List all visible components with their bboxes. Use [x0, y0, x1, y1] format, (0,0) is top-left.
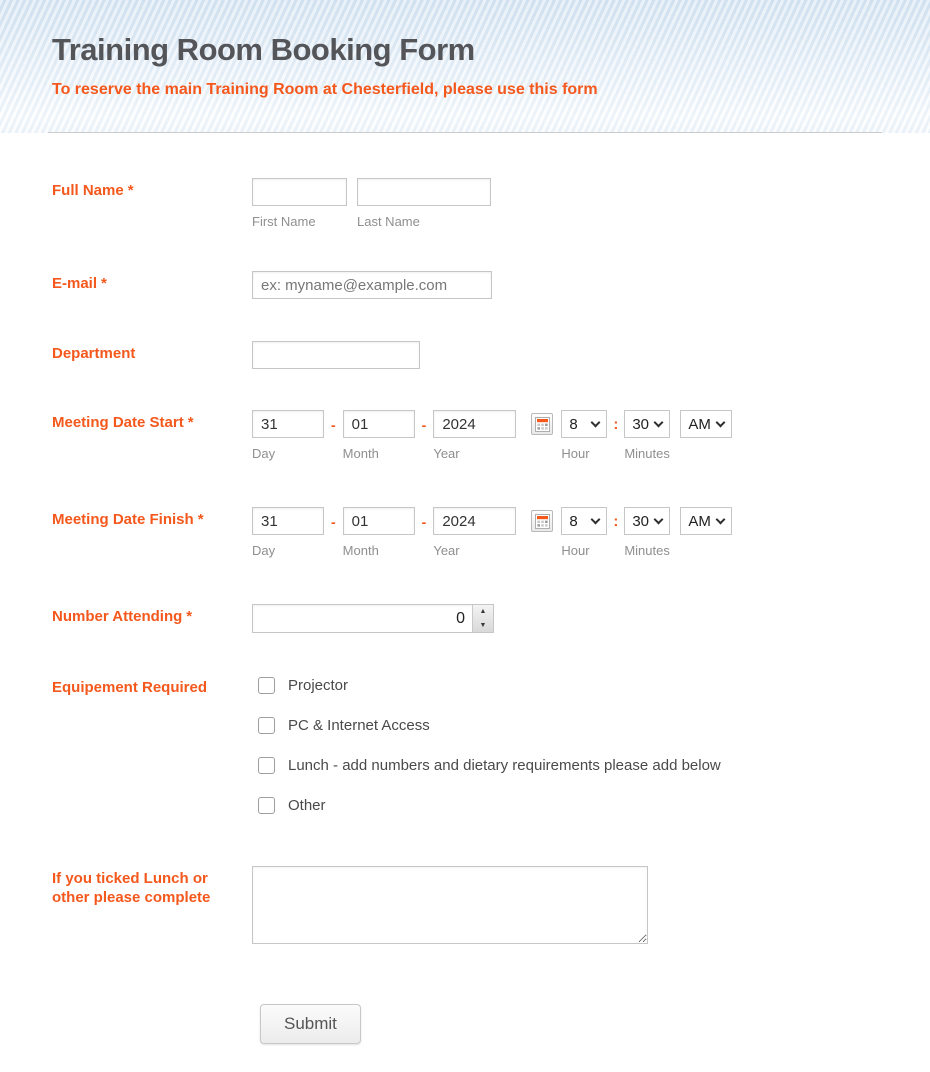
- finish-day-input[interactable]: [252, 507, 324, 535]
- other-checkbox[interactable]: [258, 797, 275, 814]
- finish-month-input[interactable]: [343, 507, 415, 535]
- field-equipment-required: [52, 675, 882, 816]
- hour-sublabel: Hour: [561, 543, 590, 558]
- last-name-sublabel: Last Name: [357, 214, 420, 229]
- header-divider: [48, 132, 882, 133]
- start-month-input[interactable]: [343, 410, 415, 438]
- field-number-attending: [52, 604, 882, 633]
- required-asterisk: *: [187, 414, 194, 431]
- start-ampm-select[interactable]: AM: [680, 410, 732, 438]
- page-subtitle: To reserve the main Training Room at Chesterfield, please use this form: [52, 81, 598, 99]
- month-sublabel: Month: [342, 543, 379, 558]
- time-separator: :: [613, 416, 619, 433]
- field-lunch-details: [52, 866, 882, 944]
- chevron-down-icon: [716, 514, 726, 524]
- finish-calendar-button[interactable]: [531, 510, 553, 532]
- year-sublabel: Year: [433, 446, 460, 461]
- date-separator: -: [421, 417, 427, 433]
- department-input[interactable]: [252, 341, 420, 369]
- number-attending-label: Number Attending *: [52, 608, 193, 625]
- required-asterisk: *: [127, 182, 134, 199]
- day-sublabel: Day: [252, 446, 276, 461]
- number-attending-input[interactable]: [253, 605, 472, 632]
- lunch-checkbox-label: Lunch - add numbers and dietary requirements please add below: [288, 757, 721, 774]
- finish-year-input[interactable]: [433, 507, 516, 535]
- spinner-down-icon[interactable]: ▼: [479, 621, 487, 629]
- day-sublabel: Day: [252, 543, 276, 558]
- submit-button[interactable]: Submit: [260, 1004, 361, 1044]
- first-name-input[interactable]: [252, 178, 347, 206]
- meeting-date-start-label: Meeting Date Start *: [52, 414, 194, 431]
- checkbox-row-projector: [252, 675, 721, 696]
- pc-internet-checkbox-label: PC & Internet Access: [288, 717, 430, 734]
- required-asterisk: *: [186, 608, 193, 625]
- email-input[interactable]: [252, 271, 492, 299]
- chevron-down-icon: [716, 417, 726, 427]
- minutes-sublabel: Minutes: [624, 446, 670, 461]
- equipment-required-label: Equipement Required: [52, 679, 208, 696]
- chevron-down-icon: [591, 417, 601, 427]
- start-year-input[interactable]: [433, 410, 516, 438]
- spinner-up-icon[interactable]: ▲: [479, 608, 487, 616]
- date-separator: -: [421, 514, 427, 530]
- department-label: Department: [52, 345, 136, 362]
- start-calendar-button[interactable]: [531, 413, 553, 435]
- submit-row: [260, 1004, 882, 1044]
- lunch-checkbox[interactable]: [258, 757, 275, 774]
- email-label: E-mail *: [52, 275, 107, 292]
- lunch-details-textarea[interactable]: [252, 866, 648, 944]
- form-body: [0, 133, 930, 1044]
- required-asterisk: *: [197, 511, 204, 528]
- number-attending-spinner: [252, 604, 494, 633]
- minutes-sublabel: Minutes: [624, 543, 670, 558]
- start-hour-select[interactable]: 8: [561, 410, 607, 438]
- first-name-sublabel: First Name: [252, 214, 316, 229]
- year-sublabel: Year: [433, 543, 460, 558]
- full-name-label: Full Name *: [52, 182, 134, 199]
- calendar-icon: [535, 417, 550, 432]
- field-department: [52, 341, 882, 369]
- projector-checkbox[interactable]: [258, 677, 275, 694]
- required-asterisk: *: [101, 275, 107, 292]
- projector-checkbox-label: Projector: [288, 677, 349, 694]
- date-separator: -: [331, 417, 336, 433]
- spinner-controls: [472, 605, 493, 632]
- chevron-down-icon: [654, 417, 664, 427]
- checkbox-row-other: [252, 795, 721, 816]
- pc-internet-checkbox[interactable]: [258, 717, 275, 734]
- last-name-input[interactable]: [357, 178, 491, 206]
- finish-minutes-select[interactable]: 30: [624, 507, 670, 535]
- equipment-checkbox-group: [252, 675, 721, 816]
- chevron-down-icon: [591, 514, 601, 524]
- start-day-input[interactable]: [252, 410, 324, 438]
- date-separator: -: [331, 514, 336, 530]
- meeting-date-finish-label: Meeting Date Finish *: [52, 511, 204, 528]
- checkbox-row-pc-internet: [252, 715, 721, 736]
- lunch-details-label: If you ticked Lunch or other please complete: [52, 870, 211, 906]
- other-checkbox-label: Other: [288, 797, 326, 814]
- chevron-down-icon: [654, 514, 664, 524]
- checkbox-row-lunch: [252, 755, 721, 776]
- time-separator: :: [613, 513, 619, 530]
- calendar-icon: [535, 514, 550, 529]
- finish-ampm-select[interactable]: AM: [680, 507, 732, 535]
- field-full-name: [52, 178, 882, 229]
- month-sublabel: Month: [342, 446, 379, 461]
- start-minutes-select[interactable]: 30: [624, 410, 670, 438]
- finish-hour-select[interactable]: 8: [561, 507, 607, 535]
- hour-sublabel: Hour: [561, 446, 590, 461]
- field-email: [52, 271, 882, 299]
- form-header: [0, 0, 930, 133]
- field-meeting-date-start: [52, 410, 882, 461]
- page-title: Training Room Booking Form: [52, 32, 475, 67]
- field-meeting-date-finish: [52, 507, 882, 558]
